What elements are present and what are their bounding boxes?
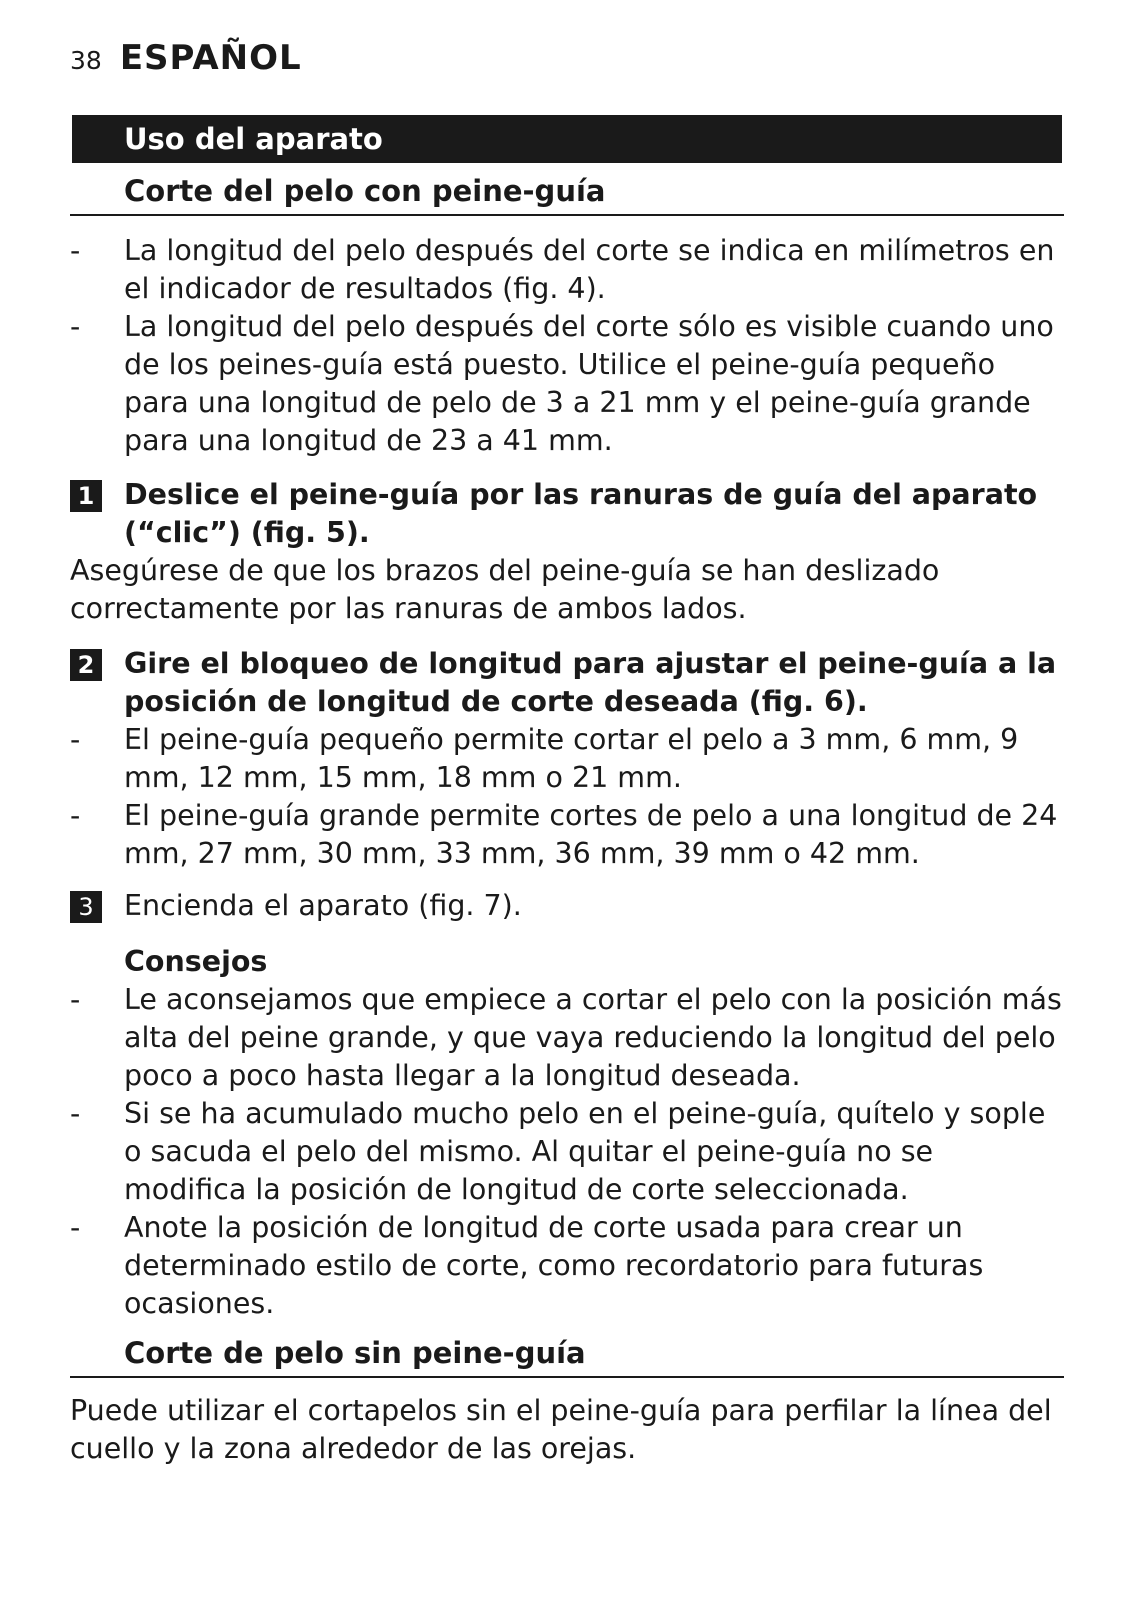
- list-item-text: La longitud del pelo después del corte sólo es visible cuando uno de los peines-guía está puesto. Utilice el peine-guía pequeño para una longitud de pelo de 3 a 21 mm y el peine-guía grande para una longitud de 23 a 41 mm.: [124, 310, 1054, 457]
- section-title: Uso del aparato: [72, 115, 1062, 163]
- step-instruction: [70, 476, 1064, 552]
- subheading-without-comb: Corte de pelo sin peine-guía: [70, 1336, 1064, 1378]
- dash-bullet: -: [70, 234, 81, 267]
- list-item-text: Le aconsejamos que empiece a cortar el pelo con la posición más alta del peine grande, y que vaya reduciendo la longitud del pelo poco a poco hasta llegar a la longitud deseada.: [124, 983, 1062, 1092]
- language-title: ESPAÑOL: [119, 38, 302, 78]
- list-item: [70, 797, 1064, 873]
- list-item-text: El peine-guía grande permite cortes de pelo a una longitud de 24 mm, 27 mm, 30 mm, 33 mm, 36 mm, 39 mm o 42 mm.: [124, 799, 1058, 870]
- dash-bullet: -: [70, 983, 81, 1016]
- step-text: Gire el bloqueo de longitud para ajustar el peine-guía a la posición de longitud de corte deseada (fig. 6).: [124, 647, 1057, 718]
- dash-bullet: -: [70, 1097, 81, 1130]
- paragraph-without-comb: Puede utilizar el cortapelos sin el peine-guía para perfilar la línea del cuello y la zona alrededor de las orejas.: [70, 1394, 1052, 1465]
- page-number: 38: [70, 46, 102, 75]
- step-text: Encienda el aparato (fig. 7).: [124, 889, 522, 922]
- step-instruction: [70, 645, 1064, 721]
- dash-bullet: -: [70, 310, 81, 343]
- list-item: [70, 232, 1064, 308]
- list-item-text: El peine-guía pequeño permite cortar el pelo a 3 mm, 6 mm, 9 mm, 12 mm, 15 mm, 18 mm o 21 mm.: [124, 723, 1019, 794]
- step-number-badge: 1: [70, 480, 102, 512]
- step-text: Deslice el peine-guía por las ranuras de guía del aparato (“clic”) (fig. 5).: [124, 478, 1038, 549]
- dash-bullet: -: [70, 723, 81, 756]
- list-item-text: La longitud del pelo después del corte se indica en milímetros en el indicador de resultados (fig. 4).: [124, 234, 1055, 305]
- dash-bullet: -: [70, 799, 81, 832]
- step-number-badge: 3: [70, 891, 102, 923]
- page-header: [70, 38, 302, 78]
- step-instruction: [70, 887, 1064, 925]
- step-2: [70, 645, 1064, 873]
- list-item: [70, 981, 1064, 1095]
- step-3: [70, 887, 1064, 925]
- list-item-text: Si se ha acumulado mucho pelo en el peine-guía, quítelo y sople o sacuda el pelo del mismo. Al quitar el peine-guía no se modifica la posición de longitud de corte seleccionada.: [124, 1097, 1046, 1206]
- dash-bullet: -: [70, 1211, 81, 1244]
- list-item: [70, 1095, 1064, 1209]
- step-1: [70, 476, 1064, 628]
- list-item: [70, 308, 1064, 460]
- list-item: [70, 1209, 1064, 1323]
- list-item: [70, 721, 1064, 797]
- bullet-list-intro: [70, 232, 1064, 460]
- tips-title: Consejos: [124, 945, 268, 978]
- step-number-badge: 2: [70, 649, 102, 681]
- tips-block: [70, 943, 1064, 1323]
- list-item-text: Anote la posición de longitud de corte usada para crear un determinado estilo de corte, como recordatorio para futuras ocasiones.: [124, 1211, 984, 1320]
- step-note: Asegúrese de que los brazos del peine-guía se han deslizado correctamente por las ranuras de ambos lados.: [70, 554, 940, 625]
- subheading-with-comb: Corte del pelo con peine-guía: [70, 174, 1064, 216]
